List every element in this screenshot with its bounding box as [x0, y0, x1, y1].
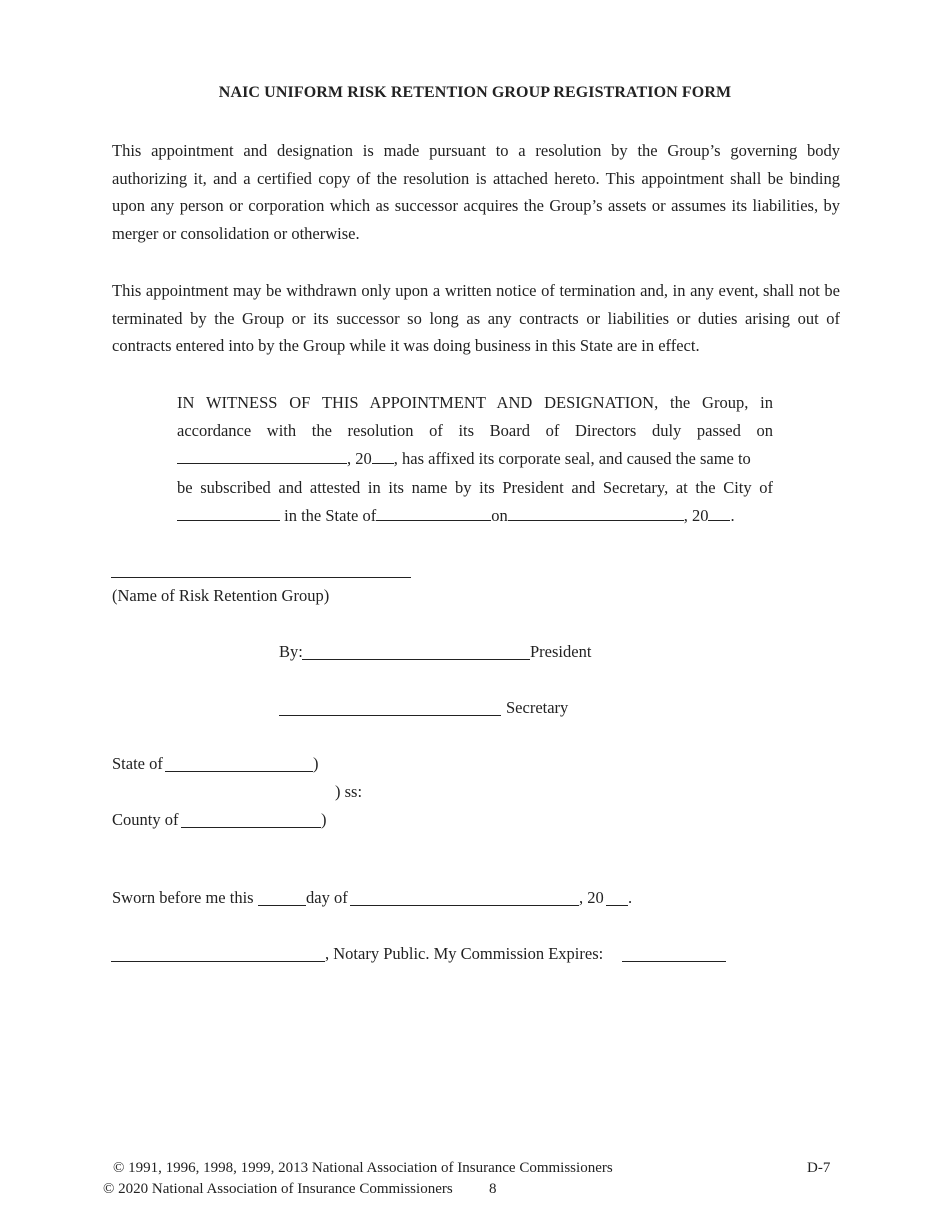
form-title: NAIC UNIFORM RISK RETENTION GROUP REGISTRATION FORM: [218, 84, 732, 101]
resolution-year-blank[interactable]: [372, 449, 394, 464]
secretary-label: Secretary: [506, 698, 569, 717]
sworn-month-blank[interactable]: [350, 905, 579, 906]
state-blank[interactable]: [376, 506, 491, 521]
sworn-day-blank[interactable]: [258, 905, 306, 906]
ss-label: ) ss:: [335, 782, 363, 801]
notary-label: , Notary Public. My Commission Expires:: [325, 944, 604, 963]
date-blank[interactable]: [508, 506, 684, 521]
state-of-label: State of: [112, 754, 163, 773]
president-label: President: [530, 642, 592, 661]
footer-page-code: D-7: [807, 1160, 831, 1176]
witness-line-2: accordance with the resolution of its Board of Directors duly passed on: [177, 421, 773, 441]
witness-line-1: IN WITNESS OF THIS APPOINTMENT AND DESIGNATION, the Group, in: [177, 393, 773, 412]
sworn-day-of-label: day of: [306, 888, 348, 907]
witness-line-5: in the State of on , 20 .: [177, 502, 773, 530]
commission-expiry-blank[interactable]: [622, 961, 726, 962]
group-name-label: (Name of Risk Retention Group): [112, 586, 330, 605]
by-label: By:: [279, 642, 303, 661]
witness-line-3: , 20 , has affixed its corporate seal, and caused the same to: [177, 445, 773, 473]
state-paren: ): [313, 754, 319, 773]
footer-copyright-1: © 1991, 1996, 1998, 1999, 2013 National Association of Insurance Commissioners: [113, 1160, 613, 1176]
sworn-year-label: , 20: [579, 888, 604, 907]
paragraph-appointment: This appointment and designation is made pursuant to a resolution by the Group’s governing body authorizing it, and a certified copy of the resolution is attached hereto. This appointment shall be binding upon any person or corporation which as successor acquires the Group’s assets or assumes its liabilities, by merger or consolidation or otherwise.: [112, 141, 840, 244]
sworn-year-blank[interactable]: [606, 905, 628, 906]
county-of-label: County of: [112, 810, 179, 829]
footer-copyright-2: © 2020 National Association of Insurance Commissioners: [103, 1181, 453, 1197]
footer-page-number: 8: [489, 1181, 497, 1197]
secretary-signature-line[interactable]: [279, 715, 501, 716]
witness-line-4: be subscribed and attested in its name by its President and Secretary, at the City of: [177, 477, 773, 497]
state-of-blank[interactable]: [165, 771, 313, 772]
sworn-period: .: [628, 888, 633, 907]
notary-signature-line[interactable]: [111, 961, 325, 962]
county-paren: ): [321, 810, 327, 829]
year-blank[interactable]: [708, 506, 730, 521]
city-blank[interactable]: [177, 506, 280, 521]
sworn-label: Sworn before me this: [112, 888, 254, 907]
county-of-blank[interactable]: [181, 827, 321, 828]
witness-clause: [177, 389, 773, 530]
paragraph-withdrawal: This appointment may be withdrawn only upon a written notice of termination and, in any event, shall not be terminated by the Group or its successor so long as any contracts or liabilities or duties arising out of contracts entered into by the Group while it was doing business in this State are in effect.: [112, 281, 840, 356]
group-name-signature-line[interactable]: [111, 577, 411, 578]
president-signature-line[interactable]: [302, 659, 530, 660]
resolution-date-blank[interactable]: [177, 449, 347, 464]
